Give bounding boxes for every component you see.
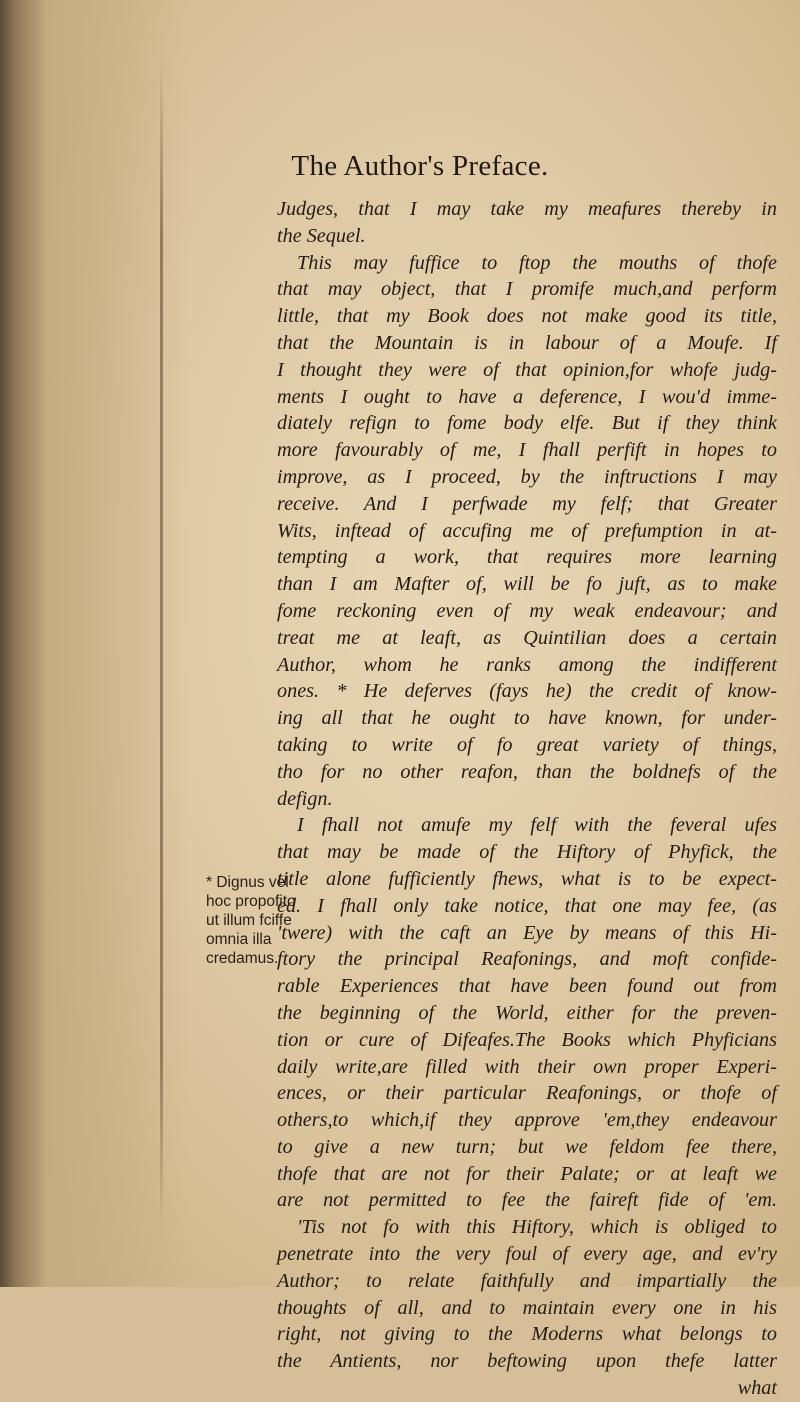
text-line: diately refign to fome body elfe. But if they think (277, 412, 777, 435)
text-line: Author; to relate faithfully and impartially the (277, 1269, 777, 1292)
text-line: that may be made of the Hiftory of Phyfick, the (277, 841, 777, 864)
text-line: ing all that he ought to have known, for under- (277, 707, 777, 730)
text-line: daily write,are filled with their own proper Experi- (277, 1055, 777, 1078)
text-line: 'Tis not fo with this Hiftory, which is obliged to (297, 1216, 777, 1239)
text-line: ftory the principal Reafonings, and moft confide- (277, 948, 777, 971)
text-line: thoughts of all, and to maintain every one in his (277, 1296, 777, 1319)
text-line: improve, as I proceed, by the inftructions I may (277, 465, 777, 488)
preface-body-text (277, 196, 777, 1402)
text-line: penetrate into the very foul of every age, and ev'ry (277, 1243, 777, 1266)
text-line: rable Experiences that have been found out from (277, 975, 777, 998)
margin-note-line: credamus. (206, 950, 279, 967)
text-line: Wits, inftead of accufing me of prefumption in at- (277, 519, 777, 542)
binding-gutter (160, 60, 163, 1230)
text-line: tempting a work, that requires more learning (277, 546, 777, 569)
text-line: ences, or their particular Reafonings, or thofe of (277, 1082, 777, 1105)
text-line: defign. (277, 787, 333, 810)
text-line: ments I ought to have a deference, I wou'd imme- (277, 385, 777, 408)
margin-note-line: hoc propofito (206, 893, 296, 910)
text-line: taking to write of fo great variety of things, (277, 733, 777, 756)
text-line: receive. And I perfwade my felf; that Greater (277, 492, 777, 515)
text-line: to give a new turn; but we feldom fee there, (277, 1135, 777, 1158)
text-line: little, that my Book does not make good its title, (277, 305, 777, 328)
text-line: This may fuffice to ftop the mouths of thofe (297, 251, 777, 274)
text-line: ed. I fhall only take notice, that one may fee, (as (277, 894, 777, 917)
text-line: tion or cure of Difeafes.The Books which Phyficians (277, 1028, 777, 1051)
margin-note-line: omnia illa (206, 931, 272, 948)
text-line: that the Mountain is in labour of a Moufe. If (277, 331, 777, 354)
text-line: I thought they were of that opinion,for whofe judg- (277, 358, 777, 381)
catchword: what (737, 1377, 777, 1400)
text-line: than I am Mafter of, will be fo juft, as to make (277, 573, 777, 596)
margin-note-line: * Dignus vel (206, 874, 289, 891)
text-line: that may object, that I promife much,and perform (277, 278, 777, 301)
text-line: the Sequel. (277, 224, 366, 247)
text-line: Judges, that I may take my meafures thereby in (277, 198, 777, 220)
margin-note-line: ut illum fciffe (206, 912, 292, 929)
text-line: tho for no other reafon, than the boldnefs of the (277, 760, 777, 783)
text-line: right, not giving to the Moderns what belongs to (277, 1323, 777, 1346)
margin-footnote (206, 873, 296, 968)
text-line: the Antients, nor beftowing upon thefe latter (277, 1350, 777, 1373)
text-line: others,to which,if they approve 'em,they endeavour (277, 1109, 777, 1132)
text-line: treat me at leaft, as Quintilian does a certain (277, 626, 777, 649)
text-line: ones. * He deferves (fays he) the credit of know- (277, 680, 777, 703)
text-line: 'twere) with the caft an Eye by means of this Hi- (277, 921, 777, 944)
text-line: are not permitted to fee the faireft fide of 'em. (277, 1189, 777, 1212)
text-line: I fhall not amufe my felf with the feveral ufes (297, 814, 777, 837)
running-title: The Author's Preface. (291, 150, 549, 182)
text-line: fome reckoning even of my weak endeavour; and (277, 599, 777, 622)
text-line: Author, whom he ranks among the indifferent (277, 653, 777, 676)
text-line: more favourably of me, I fhall perfift in hopes to (277, 439, 777, 462)
text-line: the beginning of the World, either for the preven- (277, 1001, 777, 1024)
text-line: title alone fufficiently fhews, what is to be expect- (277, 867, 777, 890)
text-line: thofe that are not for their Palate; or at leaft we (277, 1162, 777, 1185)
